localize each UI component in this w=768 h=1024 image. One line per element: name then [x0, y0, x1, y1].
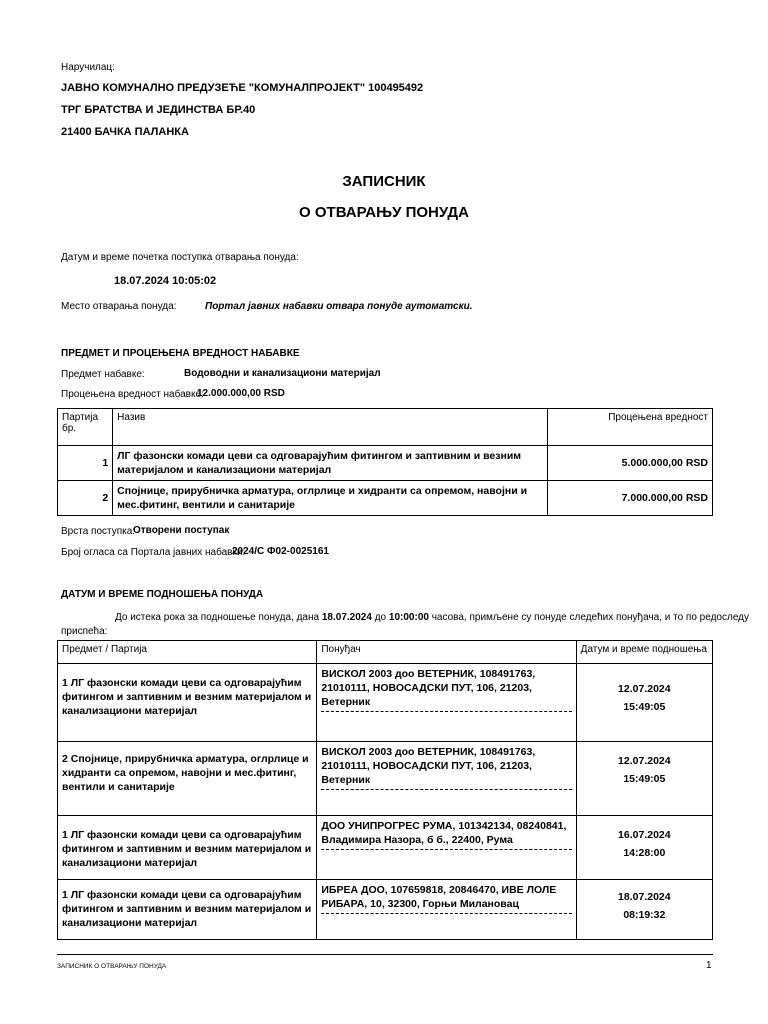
offer-bidder: ДОО УНИПРОГРЕС РУМА, 101342134, 08240841, Владимира Назора, б б., 22400, Рума: [321, 819, 571, 850]
header-subject: Предмет / Партија: [58, 641, 317, 664]
offer-date: 16.07.2024: [618, 829, 671, 841]
estimate-value: 12.000.000,00 RSD: [197, 388, 285, 399]
header-datetime: Датум и време подношења: [576, 641, 712, 664]
lot-no: 1: [58, 446, 113, 481]
buyer-name: ЈАВНО КОМУНАЛНО ПРЕДУЗЕЋЕ "КОМУНАЛПРОЈЕКТ" 100495492: [61, 82, 424, 94]
buyer-city: 21400 БАЧКА ПАЛАНКА: [61, 126, 189, 138]
offer-row: [58, 664, 713, 742]
estimate-label: Процењена вредност набавке:: [61, 389, 204, 400]
offer-date: 18.07.2024: [618, 891, 671, 903]
intro-text-2: до: [374, 612, 387, 623]
offer-subject: 1 ЛГ фазонски комади цеви са одговарајућим фитингом и заптивним и везним материјалом и канализациони материјал: [58, 880, 317, 940]
notice-label: Број огласа са Портала јавних набавки:: [61, 547, 246, 558]
lot-no: 2: [58, 481, 113, 516]
opening-place-label: Место отварања понуда:: [61, 301, 177, 312]
lot-name: ЛГ фазонски комади цеви са одговарајућим фитингом и заптивним и везним материјалом и канализациони материјал: [113, 446, 548, 481]
lot-row: [58, 446, 713, 481]
procedure-value: Отворени поступак: [133, 525, 230, 536]
subject-value: Водоводни и канализациони материјал: [184, 368, 381, 379]
intro-text-3: часова, примљене су понуде следећих понуђача, и то по редоследу: [431, 612, 749, 623]
offer-subject: 1 ЛГ фазонски комади цеви са одговарајућим фитингом и заптивним и везним материјалом и канализациони материјал: [58, 816, 317, 880]
lots-table: [57, 408, 713, 516]
footer-divider: [57, 954, 713, 955]
offer-row: [58, 880, 713, 940]
page-number: 1: [706, 960, 712, 971]
buyer-address: ТРГ БРАТСТВА И ЈЕДИНСТВА БР.40: [61, 104, 256, 116]
intro-text-1: До истека рока за подношење понуда, дана: [115, 612, 320, 623]
procedure-label: Врста поступка:: [61, 526, 136, 537]
footer-doc-name: ЗАПИСНИК О ОТВАРАЊУ ПОНУДА: [57, 963, 167, 970]
opening-datetime-label: Датум и време почетка поступка отварања понуда:: [61, 252, 299, 263]
lot-row: [58, 481, 713, 516]
header-name: Назив: [113, 409, 548, 446]
lot-value: 5.000.000,00 RSD: [548, 446, 713, 481]
offer-time: 14:28:00: [623, 847, 666, 859]
submission-heading: ДАТУМ И ВРЕМЕ ПОДНОШЕЊА ПОНУДА: [61, 589, 264, 600]
header-bidder: Понуђач: [317, 641, 576, 664]
offers-header-row: [58, 641, 713, 664]
notice-value: 2024/С Ф02-0025161: [232, 546, 329, 557]
subject-heading: ПРЕДМЕТ И ПРОЦЕЊЕНА ВРЕДНОСТ НАБАВКЕ: [61, 348, 300, 359]
header-lot: Партија бр.: [58, 409, 113, 446]
offer-subject: 2 Спојнице, прирубничка арматура, оглрлице и хидранти са опремом, навојни и мес.фитинг, вентили и санитарије: [58, 742, 317, 816]
offer-time: 08:19:32: [623, 909, 666, 921]
intro-time: 10:00:00: [388, 612, 429, 623]
header-value: Процењена вредност: [548, 409, 713, 446]
intro-text-4: приспећа:: [61, 626, 108, 637]
doc-subtitle: О ОТВАРАЊУ ПОНУДА: [299, 204, 469, 221]
intro-date: 18.07.2024: [321, 612, 372, 623]
offer-time: 15:49:05: [623, 773, 666, 785]
offer-subject: 1 ЛГ фазонски комади цеви са одговарајућим фитингом и заптивним и везним материјалом и канализациони материјал: [58, 664, 317, 742]
offer-bidder: ВИСКОЛ 2003 доо ВЕТЕРНИК, 108491763, 21010111, НОВОСАДСКИ ПУТ, 106, 21203, Ветерник: [321, 667, 571, 712]
lots-header-row: [58, 409, 713, 446]
opening-datetime-value: 18.07.2024 10:05:02: [114, 275, 217, 287]
offer-date: 12.07.2024: [618, 683, 671, 695]
offer-bidder: ВИСКОЛ 2003 доо ВЕТЕРНИК, 108491763, 21010111, НОВОСАДСКИ ПУТ, 106, 21203, Ветерник: [321, 745, 571, 790]
doc-title: ЗАПИСНИК: [342, 173, 426, 190]
offer-row: [58, 742, 713, 816]
buyer-label: Наручилац:: [61, 62, 115, 73]
opening-place-value: Портал јавних набавки отвара понуде аутоматски.: [205, 301, 473, 312]
lot-name: Спојнице, прирубничка арматура, оглрлице и хидранти са опремом, навојни и мес.фитинг, вентили и санитарије: [113, 481, 548, 516]
offer-bidder: ИБРЕА ДОО, 107659818, 20846470, ИВЕ ЛОЛЕ РИБАРА, 10, 32300, Горњи Милановац: [321, 883, 571, 914]
subject-label: Предмет набавке:: [61, 369, 145, 380]
offer-date: 12.07.2024: [618, 755, 671, 767]
offer-row: [58, 816, 713, 880]
submission-intro: [115, 612, 749, 623]
offer-time: 15:49:05: [623, 701, 666, 713]
lot-value: 7.000.000,00 RSD: [548, 481, 713, 516]
offers-table: [57, 640, 713, 940]
